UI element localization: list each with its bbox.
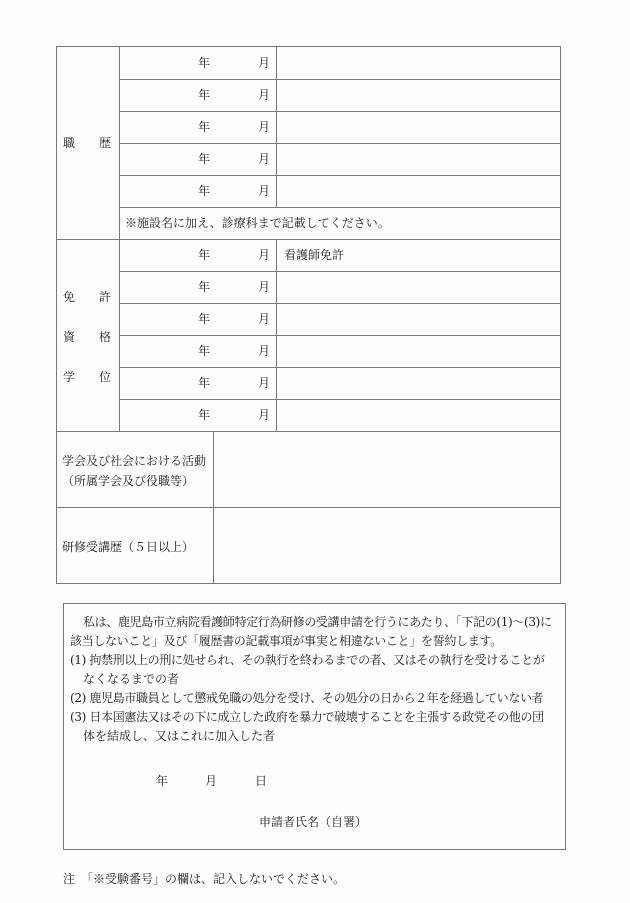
career-month: 月: [258, 184, 271, 198]
license-year: 年: [198, 280, 211, 294]
license-year: 年: [198, 312, 211, 326]
pledge-item-2: (2) 鹿児島市職員として懲戒免職の処分を受け、その処分の日から２年を経過していない者: [70, 691, 544, 705]
career-month: 月: [258, 120, 271, 134]
date-year[interactable]: 年: [156, 774, 169, 788]
date-column-divider: [276, 46, 277, 207]
license-month: 月: [258, 280, 271, 294]
society-label-sub: （所属学会及び役職等）: [62, 474, 195, 488]
row-divider: [119, 175, 561, 176]
license-year: 年: [198, 248, 211, 262]
license-year: 年: [198, 376, 211, 390]
career-year: 年: [198, 88, 211, 102]
license-month: 月: [258, 376, 271, 390]
row-divider: [119, 335, 561, 336]
license-year: 年: [198, 344, 211, 358]
row-divider: [119, 367, 561, 368]
date-day[interactable]: 日: [255, 774, 268, 788]
license-label-char: 資: [63, 330, 76, 344]
society-label: 学会及び社会における活動: [62, 454, 207, 468]
date-month[interactable]: 月: [205, 774, 218, 788]
career-year: 年: [198, 184, 211, 198]
career-month: 月: [258, 152, 271, 166]
pledge-text: 該当しないこと」及び「履歴書の記載事項が事実と相違ないこと」を誓約します。: [70, 634, 502, 648]
license-label-char: 免: [63, 290, 76, 304]
career-year: 年: [198, 152, 211, 166]
career-label-char: 歴: [99, 136, 112, 150]
license-label-char: 学: [63, 370, 76, 384]
pledge-item-3-cont: 体を結成し、又はこれに加入した者: [83, 729, 276, 743]
pledge-item-1: (1) 拘禁刑以上の刑に処せられ、その執行を終わるまでの者、又はその執行を受けることが: [70, 653, 545, 667]
license-entry[interactable]: 看護師免許: [284, 248, 345, 262]
license-month: 月: [258, 344, 271, 358]
row-divider: [119, 399, 561, 400]
career-year: 年: [198, 120, 211, 134]
career-year: 年: [198, 56, 211, 70]
license-label-char: 許: [99, 290, 112, 304]
career-month: 月: [258, 88, 271, 102]
signature-label: 申請者氏名（自署）: [259, 815, 368, 829]
pledge-box: [63, 603, 566, 850]
license-month: 月: [258, 248, 271, 262]
license-year: 年: [198, 408, 211, 422]
license-month: 月: [258, 312, 271, 326]
career-month: 月: [258, 56, 271, 70]
training-label: 研修受講歴（５日以上）: [62, 540, 195, 554]
license-month: 月: [258, 408, 271, 422]
section-divider: [56, 239, 561, 240]
section-divider: [56, 431, 561, 432]
career-label-char: 職: [63, 136, 76, 150]
pledge-item-3: (3) 日本国憲法又はその下に成立した政府を暴力で破壊することを主張する政党その他の団: [70, 710, 544, 724]
row-divider: [119, 303, 561, 304]
resume-table: [56, 46, 561, 584]
license-label-char: 位: [99, 370, 112, 384]
pledge-item-1-cont: なくなるまでの者: [83, 672, 180, 686]
row-divider: [119, 79, 561, 80]
row-divider: [119, 111, 561, 112]
license-label-char: 格: [99, 330, 112, 344]
row-divider: [119, 143, 561, 144]
row-divider: [119, 271, 561, 272]
career-note: ※施設名に加え、診療科まで記載してください。: [125, 216, 390, 230]
pledge-text: 私は、鹿児島市立病院看護師特定行為研修の受講申請を行うにあたり、「下記の(1)～(3)に: [83, 615, 552, 629]
row-divider: [119, 207, 561, 208]
section-divider: [56, 507, 561, 508]
footer-note: 注 「※受験番号」の欄は、記入しないでください。: [63, 872, 346, 886]
